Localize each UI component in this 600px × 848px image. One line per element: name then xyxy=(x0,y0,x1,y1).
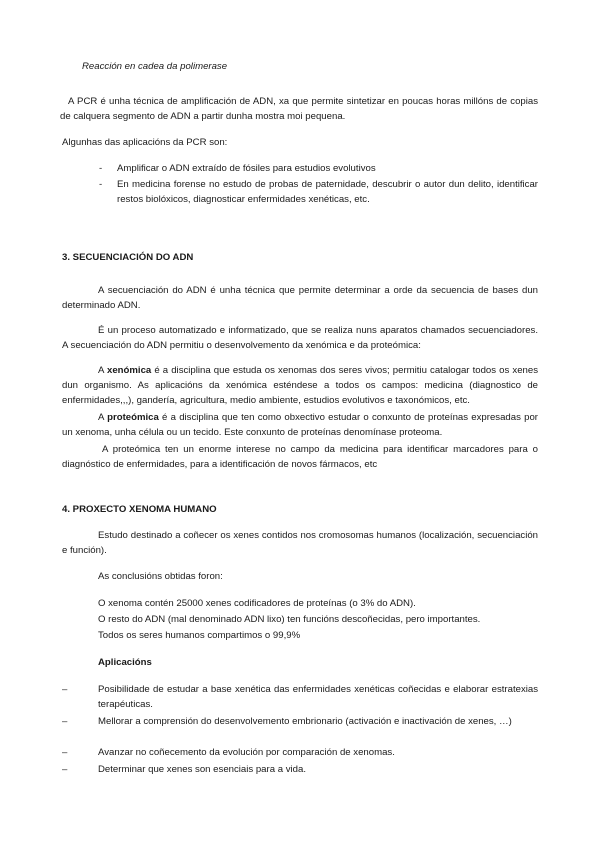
section4-heading: 4. PROXECTO XENOMA HUMANO xyxy=(62,504,217,515)
pcr-apps-intro: Algunhas das aplicacións da PCR son: xyxy=(62,137,228,148)
application-text: Determinar que xenes son esenciais para a vida. xyxy=(98,764,306,775)
pcr-app-text: En medicina forense no estudo de probas de paternidade, descubrir o autor dun delito, identificar restos biolóxicos, diagnosticar enfermidades xenéticas, etc. xyxy=(117,179,538,205)
application-item xyxy=(62,714,538,729)
p4-lead: A xyxy=(98,412,108,423)
section3-p4 xyxy=(62,410,538,440)
section4-p1: Estudo destinado a coñecer os xenes contidos nos cromosomas humanos (localización, secuenciación e función). xyxy=(62,530,538,556)
pcr-intro: A PCR é unha técnica de amplificación de ADN, xa que permite sintetizar en poucas horas millóns de copias de calquera segmento de ADN a partir dunha mostra moi pequena. xyxy=(60,96,538,122)
dash-marker: – xyxy=(62,716,68,727)
application-item xyxy=(62,762,538,777)
application-text: Posibilidade de estudar a base xenética das enfermidades xenéticas coñecidas e elaborar estratexias terapéuticas. xyxy=(98,684,538,710)
dash-marker: – xyxy=(62,747,68,758)
application-item xyxy=(62,682,538,712)
pcr-title: Reacción en cadea da polimerase xyxy=(82,61,228,72)
dash-marker: – xyxy=(62,684,68,695)
pcr-app-item xyxy=(99,177,538,207)
term-proteomica: proteómica xyxy=(107,412,159,423)
pcr-app-item xyxy=(99,161,538,176)
application-text: Mellorar a comprensión do desenvolvemento embrionario (activación e inactivación de xenes, …) xyxy=(98,716,512,727)
p3-body: é a disciplina que estuda os xenomas dos seres vivos; permitiu catalogar todos os xenes dun organismo. As aplicacións da xenómica esténdese a todos os campos: medicina (diagnostico de enfermidades,,,), gandería, agricultura, medio ambiente, estudios evolutivos e taxonómicos, etc. xyxy=(62,365,538,406)
conclusion-item: Todos os seres humanos compartimos o 99,9% xyxy=(98,630,301,641)
section3-p3 xyxy=(62,363,538,408)
conclusion-item: O resto do ADN (mal denominado ADN lixo) ten funcións descoñecidas, pero importantes. xyxy=(98,614,481,625)
term-xenomica: xenómica xyxy=(106,365,152,376)
application-text: Avanzar no coñecemento da evolución por comparación de xenomas. xyxy=(98,747,395,758)
conclusions-intro: As conclusións obtidas foron: xyxy=(98,571,223,582)
applications-heading: Aplicacións xyxy=(98,657,152,668)
section3-p1: A secuenciación do ADN é unha técnica que permite determinar a orde da secuencia de bases dun determinado ADN. xyxy=(62,285,538,311)
p3-lead: A xyxy=(98,365,107,376)
section3-heading: 3. SECUENCIACIÓN DO ADN xyxy=(62,252,194,263)
dash-marker: - xyxy=(99,163,103,174)
section3-p2: É un proceso automatizado e informatizado, que se realiza nuns aparatos chamados secuenciadores. A secuenciación do ADN permitiu o desenvolvemento da xenómica e da proteómica: xyxy=(62,325,538,351)
application-item xyxy=(62,745,538,760)
section3-p5: A proteómica ten un enorme interese no campo da medicina para identificar marcadores para o diagnóstico de enfermidades, para a identificación de novos fármacos, etc xyxy=(62,444,538,470)
p4-body: é a disciplina que ten como obxectivo estudar o conxunto de proteínas expresadas por un xenoma, unha célula ou un tecido. Este conxunto de proteínas denomínase proteoma. xyxy=(62,412,538,438)
dash-marker: - xyxy=(99,179,103,190)
conclusion-item: O xenoma contén 25000 xenes codificadores de proteínas (o 3% do ADN). xyxy=(98,598,416,609)
pcr-app-text: Amplificar o ADN extraído de fósiles para estudios evolutivos xyxy=(117,163,376,174)
dash-marker: – xyxy=(62,764,68,775)
